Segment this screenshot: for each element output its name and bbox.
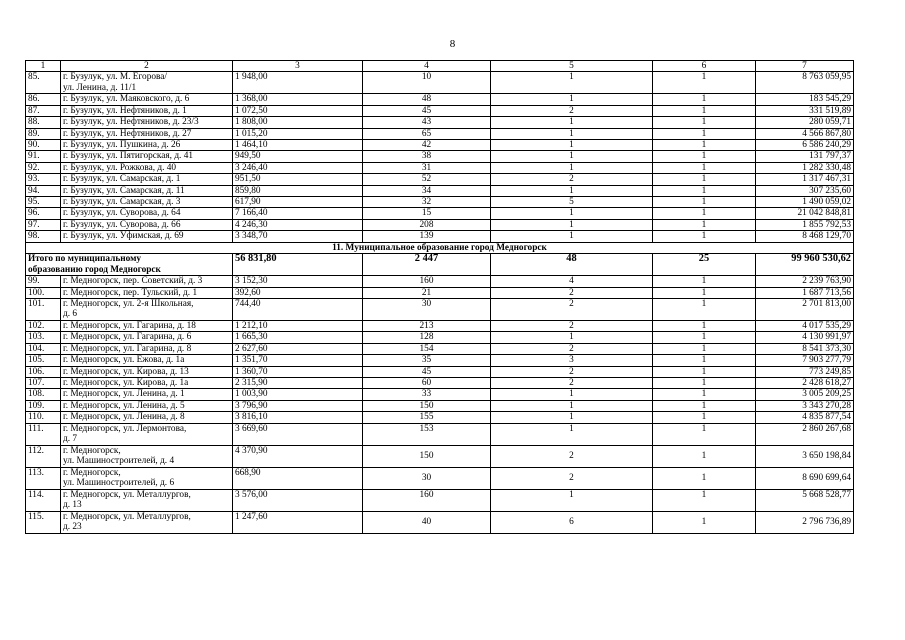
address-cell: г. Бузулук, ул. Пушкина, д. 26 (61, 140, 233, 151)
col5-cell: 1 (491, 162, 653, 173)
address-cell: г. Бузулук, ул. Суворова, д. 64 (61, 208, 233, 219)
col5-cell: 2 (491, 320, 653, 331)
col6-cell: 1 (653, 366, 756, 377)
col4-cell: 10 (363, 72, 491, 94)
area-cell: 2 627,60 (233, 343, 363, 354)
area-cell: 3 152,30 (233, 276, 363, 287)
area-cell: 4 370,90 (233, 445, 363, 467)
col5-cell: 2 (491, 343, 653, 354)
area-cell: 1 948,00 (233, 72, 363, 94)
mednogorsk-rows (26, 276, 854, 533)
col4-cell: 160 (363, 276, 491, 287)
address-cell: г. Медногорск, ул. Гагарина, д. 6 (61, 332, 233, 343)
col6-cell: 1 (653, 400, 756, 411)
col4-cell: 32 (363, 197, 491, 208)
table-row (26, 151, 854, 162)
table-row (26, 287, 854, 298)
col4-cell: 213 (363, 320, 491, 331)
col6-cell: 1 (653, 151, 756, 162)
col5-cell: 1 (491, 185, 653, 196)
row-number: 105. (26, 355, 61, 366)
address-cell: г. Медногорск, ул. Ежова, д. 1а (61, 355, 233, 366)
col6-cell: 1 (653, 128, 756, 139)
total-col4: 2 447 (363, 254, 491, 276)
address-cell: г. Бузулук, ул. Маяковского, д. 6 (61, 94, 233, 105)
address-cell: г. Бузулук, ул. Самарская, д. 3 (61, 197, 233, 208)
col4-cell: 208 (363, 219, 491, 230)
col7-cell: 7 903 277,79 (756, 355, 854, 366)
col4-cell: 128 (363, 332, 491, 343)
table-row (26, 400, 854, 411)
table-row (26, 105, 854, 116)
area-cell: 1 808,00 (233, 117, 363, 128)
col4-cell: 34 (363, 185, 491, 196)
col7-cell: 6 586 240,29 (756, 140, 854, 151)
row-number: 100. (26, 287, 61, 298)
col6-cell: 1 (653, 332, 756, 343)
table-row (26, 276, 854, 287)
col7-cell: 3 650 198,84 (756, 445, 854, 467)
table-row (26, 355, 854, 366)
area-cell: 7 166,40 (233, 208, 363, 219)
col5-cell: 1 (491, 140, 653, 151)
address-cell: г. Бузулук, ул. Уфимская, д. 69 (61, 231, 233, 242)
row-number: 91. (26, 151, 61, 162)
total-area: 56 831,80 (233, 254, 363, 276)
col7-cell: 21 042 848,81 (756, 208, 854, 219)
col7-cell: 3 343 270,28 (756, 400, 854, 411)
col5-cell: 2 (491, 298, 653, 320)
table-row (26, 467, 854, 489)
col7-cell: 1 282 330,48 (756, 162, 854, 173)
col5-cell: 1 (491, 219, 653, 230)
col5-cell: 1 (491, 400, 653, 411)
area-cell: 3 576,00 (233, 489, 363, 511)
table-row (26, 185, 854, 196)
row-number: 87. (26, 105, 61, 116)
col7-cell: 773 249,85 (756, 366, 854, 377)
area-cell: 1 464,10 (233, 140, 363, 151)
col7-cell: 2 239 763,90 (756, 276, 854, 287)
col4-cell: 150 (363, 445, 491, 467)
area-cell: 3 796,90 (233, 400, 363, 411)
address-cell: г. Бузулук, ул. Самарская, д. 1 (61, 174, 233, 185)
col7-cell: 131 797,37 (756, 151, 854, 162)
col5-cell: 3 (491, 355, 653, 366)
address-cell: г. Бузулук, ул. М. Егорова/ ул. Ленина, д. 11/1 (61, 72, 233, 94)
area-cell: 1 368,00 (233, 94, 363, 105)
col6-cell: 1 (653, 231, 756, 242)
address-cell: г. Бузулук, ул. Рожкова, д. 40 (61, 162, 233, 173)
header-row (26, 61, 854, 72)
col5-cell: 1 (491, 117, 653, 128)
row-number: 95. (26, 197, 61, 208)
address-cell: г. Медногорск, ул. 2-я Школьная, д. 6 (61, 298, 233, 320)
address-cell: г. Медногорск, ул. Ленина, д. 1 (61, 389, 233, 400)
table-row (26, 231, 854, 242)
col6-cell: 1 (653, 287, 756, 298)
col4-cell: 40 (363, 511, 491, 533)
col5-cell: 1 (491, 72, 653, 94)
col6-cell: 1 (653, 185, 756, 196)
row-number: 109. (26, 400, 61, 411)
col5-cell: 2 (491, 467, 653, 489)
table-row (26, 94, 854, 105)
row-number: 86. (26, 94, 61, 105)
col7-cell: 1 317 467,31 (756, 174, 854, 185)
col5-cell: 1 (491, 151, 653, 162)
table-row (26, 320, 854, 331)
row-number: 98. (26, 231, 61, 242)
col7-cell: 8 541 373,30 (756, 343, 854, 354)
area-cell: 1 360,70 (233, 366, 363, 377)
col-header-7: 7 (756, 61, 854, 72)
col6-cell: 1 (653, 389, 756, 400)
area-cell: 1 072,50 (233, 105, 363, 116)
col4-cell: 30 (363, 467, 491, 489)
table-row (26, 343, 854, 354)
col7-cell: 3 005 209,25 (756, 389, 854, 400)
address-cell: г. Медногорск, ул. Ленина, д. 8 (61, 412, 233, 423)
address-cell: г. Медногорск, ул. Кирова, д. 1а (61, 377, 233, 388)
col7-cell: 8 763 059,95 (756, 72, 854, 94)
col4-cell: 154 (363, 343, 491, 354)
address-cell: г. Бузулук, ул. Суворова, д. 66 (61, 219, 233, 230)
area-cell: 1 665,30 (233, 332, 363, 343)
col7-cell: 4 835 877,54 (756, 412, 854, 423)
address-cell: г. Медногорск, ул. Машиностроителей, д. 6 (61, 467, 233, 489)
col7-cell: 1 490 059,02 (756, 197, 854, 208)
area-cell: 1 247,60 (233, 511, 363, 533)
col7-cell: 280 059,71 (756, 117, 854, 128)
area-cell: 951,50 (233, 174, 363, 185)
row-number: 102. (26, 320, 61, 331)
row-number: 108. (26, 389, 61, 400)
col5-cell: 1 (491, 208, 653, 219)
area-cell: 668,90 (233, 467, 363, 489)
address-cell: г. Медногорск, пер. Советский, д. 3 (61, 276, 233, 287)
col7-cell: 2 701 813,00 (756, 298, 854, 320)
address-cell: г. Бузулук, ул. Нефтяников, д. 23/3 (61, 117, 233, 128)
table-row (26, 128, 854, 139)
col6-cell: 1 (653, 208, 756, 219)
area-cell: 949,50 (233, 151, 363, 162)
col4-cell: 42 (363, 140, 491, 151)
address-cell: г. Бузулук, ул. Пятигорская, д. 41 (61, 151, 233, 162)
col7-cell: 5 668 528,77 (756, 489, 854, 511)
area-cell: 4 246,30 (233, 219, 363, 230)
col4-cell: 43 (363, 117, 491, 128)
area-cell: 617,90 (233, 197, 363, 208)
col7-cell: 1 855 792,53 (756, 219, 854, 230)
col6-cell: 1 (653, 105, 756, 116)
col5-cell: 2 (491, 366, 653, 377)
table-row (26, 197, 854, 208)
col6-cell: 1 (653, 412, 756, 423)
col5-cell: 2 (491, 287, 653, 298)
row-number: 115. (26, 511, 61, 533)
col5-cell: 2 (491, 445, 653, 467)
col5-cell: 2 (491, 105, 653, 116)
col7-cell: 8 690 699,64 (756, 467, 854, 489)
col4-cell: 35 (363, 355, 491, 366)
col4-cell: 150 (363, 400, 491, 411)
row-number: 107. (26, 377, 61, 388)
buzuluk-rows (26, 72, 854, 242)
col5-cell: 6 (491, 511, 653, 533)
col5-cell: 1 (491, 231, 653, 242)
col5-cell: 1 (491, 423, 653, 445)
address-cell: г. Медногорск, ул. Лермонтова, д. 7 (61, 423, 233, 445)
col6-cell: 1 (653, 423, 756, 445)
row-number: 114. (26, 489, 61, 511)
col4-cell: 160 (363, 489, 491, 511)
total-col6: 25 (653, 254, 756, 276)
address-cell: г. Медногорск, ул. Гагарина, д. 8 (61, 343, 233, 354)
area-cell: 3 348,70 (233, 231, 363, 242)
col6-cell: 1 (653, 377, 756, 388)
col7-cell: 331 519,89 (756, 105, 854, 116)
col6-cell: 1 (653, 320, 756, 331)
col5-cell: 1 (491, 94, 653, 105)
row-number: 103. (26, 332, 61, 343)
row-number: 101. (26, 298, 61, 320)
col6-cell: 1 (653, 355, 756, 366)
row-number: 88. (26, 117, 61, 128)
table-row (26, 117, 854, 128)
register-table (25, 60, 854, 534)
col-header-4: 4 (363, 61, 491, 72)
col4-cell: 65 (363, 128, 491, 139)
address-cell: г. Медногорск, ул. Машиностроителей, д. 4 (61, 445, 233, 467)
col6-cell: 1 (653, 276, 756, 287)
row-number: 89. (26, 128, 61, 139)
area-cell: 3 669,60 (233, 423, 363, 445)
col4-cell: 15 (363, 208, 491, 219)
col-header-3: 3 (233, 61, 363, 72)
col6-cell: 1 (653, 343, 756, 354)
col4-cell: 30 (363, 298, 491, 320)
col6-cell: 1 (653, 219, 756, 230)
table-row (26, 174, 854, 185)
table-row (26, 332, 854, 343)
table-row (26, 162, 854, 173)
col4-cell: 48 (363, 94, 491, 105)
table-row (26, 219, 854, 230)
address-cell: г. Бузулук, ул. Нефтяников, д. 27 (61, 128, 233, 139)
total-row (26, 254, 854, 276)
table-row (26, 208, 854, 219)
col-header-5: 5 (491, 61, 653, 72)
col7-cell: 1 687 713,56 (756, 287, 854, 298)
total-col5: 48 (491, 254, 653, 276)
table-row (26, 377, 854, 388)
row-number: 106. (26, 366, 61, 377)
col6-cell: 1 (653, 72, 756, 94)
row-number: 110. (26, 412, 61, 423)
page-number: 8 (449, 38, 456, 50)
row-number: 92. (26, 162, 61, 173)
row-number: 104. (26, 343, 61, 354)
table-row (26, 511, 854, 533)
col7-cell: 4 566 867,80 (756, 128, 854, 139)
area-cell: 1 351,70 (233, 355, 363, 366)
col6-cell: 1 (653, 162, 756, 173)
area-cell: 1 212,10 (233, 320, 363, 331)
col7-cell: 2 796 736,89 (756, 511, 854, 533)
table-row (26, 366, 854, 377)
row-number: 94. (26, 185, 61, 196)
area-cell: 3 816,10 (233, 412, 363, 423)
area-cell: 1 003,90 (233, 389, 363, 400)
address-cell: г. Медногорск, ул. Кирова, д. 13 (61, 366, 233, 377)
col4-cell: 155 (363, 412, 491, 423)
col5-cell: 2 (491, 377, 653, 388)
area-cell: 1 015,20 (233, 128, 363, 139)
col6-cell: 1 (653, 511, 756, 533)
row-number: 90. (26, 140, 61, 151)
area-cell: 859,80 (233, 185, 363, 196)
address-cell: г. Медногорск, ул. Гагарина, д. 18 (61, 320, 233, 331)
col6-cell: 1 (653, 197, 756, 208)
total-col7: 99 960 530,62 (756, 254, 854, 276)
row-number: 97. (26, 219, 61, 230)
col6-cell: 1 (653, 140, 756, 151)
table-row (26, 489, 854, 511)
col7-cell: 307 235,60 (756, 185, 854, 196)
col4-cell: 139 (363, 231, 491, 242)
table-row (26, 423, 854, 445)
table-row (26, 72, 854, 94)
col6-cell: 1 (653, 489, 756, 511)
col5-cell: 1 (491, 332, 653, 343)
address-cell: г. Медногорск, пер. Тульский, д. 1 (61, 287, 233, 298)
address-cell: г. Медногорск, ул. Ленина, д. 5 (61, 400, 233, 411)
row-number: 113. (26, 467, 61, 489)
area-cell: 744,40 (233, 298, 363, 320)
area-cell: 2 315,90 (233, 377, 363, 388)
col7-cell: 2 428 618,27 (756, 377, 854, 388)
address-cell: г. Медногорск, ул. Металлургов, д. 13 (61, 489, 233, 511)
section-header-row (26, 242, 854, 253)
col7-cell: 8 468 129,70 (756, 231, 854, 242)
table-row (26, 389, 854, 400)
col-header-1: 1 (26, 61, 61, 72)
col6-cell: 1 (653, 445, 756, 467)
row-number: 93. (26, 174, 61, 185)
col4-cell: 45 (363, 366, 491, 377)
row-number: 96. (26, 208, 61, 219)
total-label: Итого по муниципальному образованию город Медногорск (26, 254, 233, 276)
col6-cell: 1 (653, 467, 756, 489)
col4-cell: 21 (363, 287, 491, 298)
col4-cell: 33 (363, 389, 491, 400)
row-number: 99. (26, 276, 61, 287)
table-row (26, 140, 854, 151)
col7-cell: 2 860 267,68 (756, 423, 854, 445)
col6-cell: 1 (653, 298, 756, 320)
col5-cell: 2 (491, 174, 653, 185)
col-header-6: 6 (653, 61, 756, 72)
table-row (26, 298, 854, 320)
col6-cell: 1 (653, 174, 756, 185)
col7-cell: 4 130 991,97 (756, 332, 854, 343)
col5-cell: 1 (491, 489, 653, 511)
address-cell: г. Медногорск, ул. Металлургов, д. 23 (61, 511, 233, 533)
section-title: 11. Муниципальное образование город Медногорск (26, 242, 854, 253)
col-header-2: 2 (61, 61, 233, 72)
col5-cell: 1 (491, 412, 653, 423)
col4-cell: 153 (363, 423, 491, 445)
area-cell: 392,60 (233, 287, 363, 298)
row-number: 112. (26, 445, 61, 467)
col6-cell: 1 (653, 94, 756, 105)
address-cell: г. Бузулук, ул. Самарская, д. 11 (61, 185, 233, 196)
col4-cell: 52 (363, 174, 491, 185)
col4-cell: 31 (363, 162, 491, 173)
col5-cell: 4 (491, 276, 653, 287)
col7-cell: 4 017 535,29 (756, 320, 854, 331)
address-cell: г. Бузулук, ул. Нефтяников, д. 1 (61, 105, 233, 116)
col6-cell: 1 (653, 117, 756, 128)
col5-cell: 5 (491, 197, 653, 208)
row-number: 85. (26, 72, 61, 94)
col4-cell: 38 (363, 151, 491, 162)
table-row (26, 412, 854, 423)
col4-cell: 45 (363, 105, 491, 116)
col5-cell: 1 (491, 128, 653, 139)
col5-cell: 1 (491, 389, 653, 400)
col4-cell: 60 (363, 377, 491, 388)
area-cell: 3 246,40 (233, 162, 363, 173)
table-row (26, 445, 854, 467)
row-number: 111. (26, 423, 61, 445)
col7-cell: 183 545,29 (756, 94, 854, 105)
